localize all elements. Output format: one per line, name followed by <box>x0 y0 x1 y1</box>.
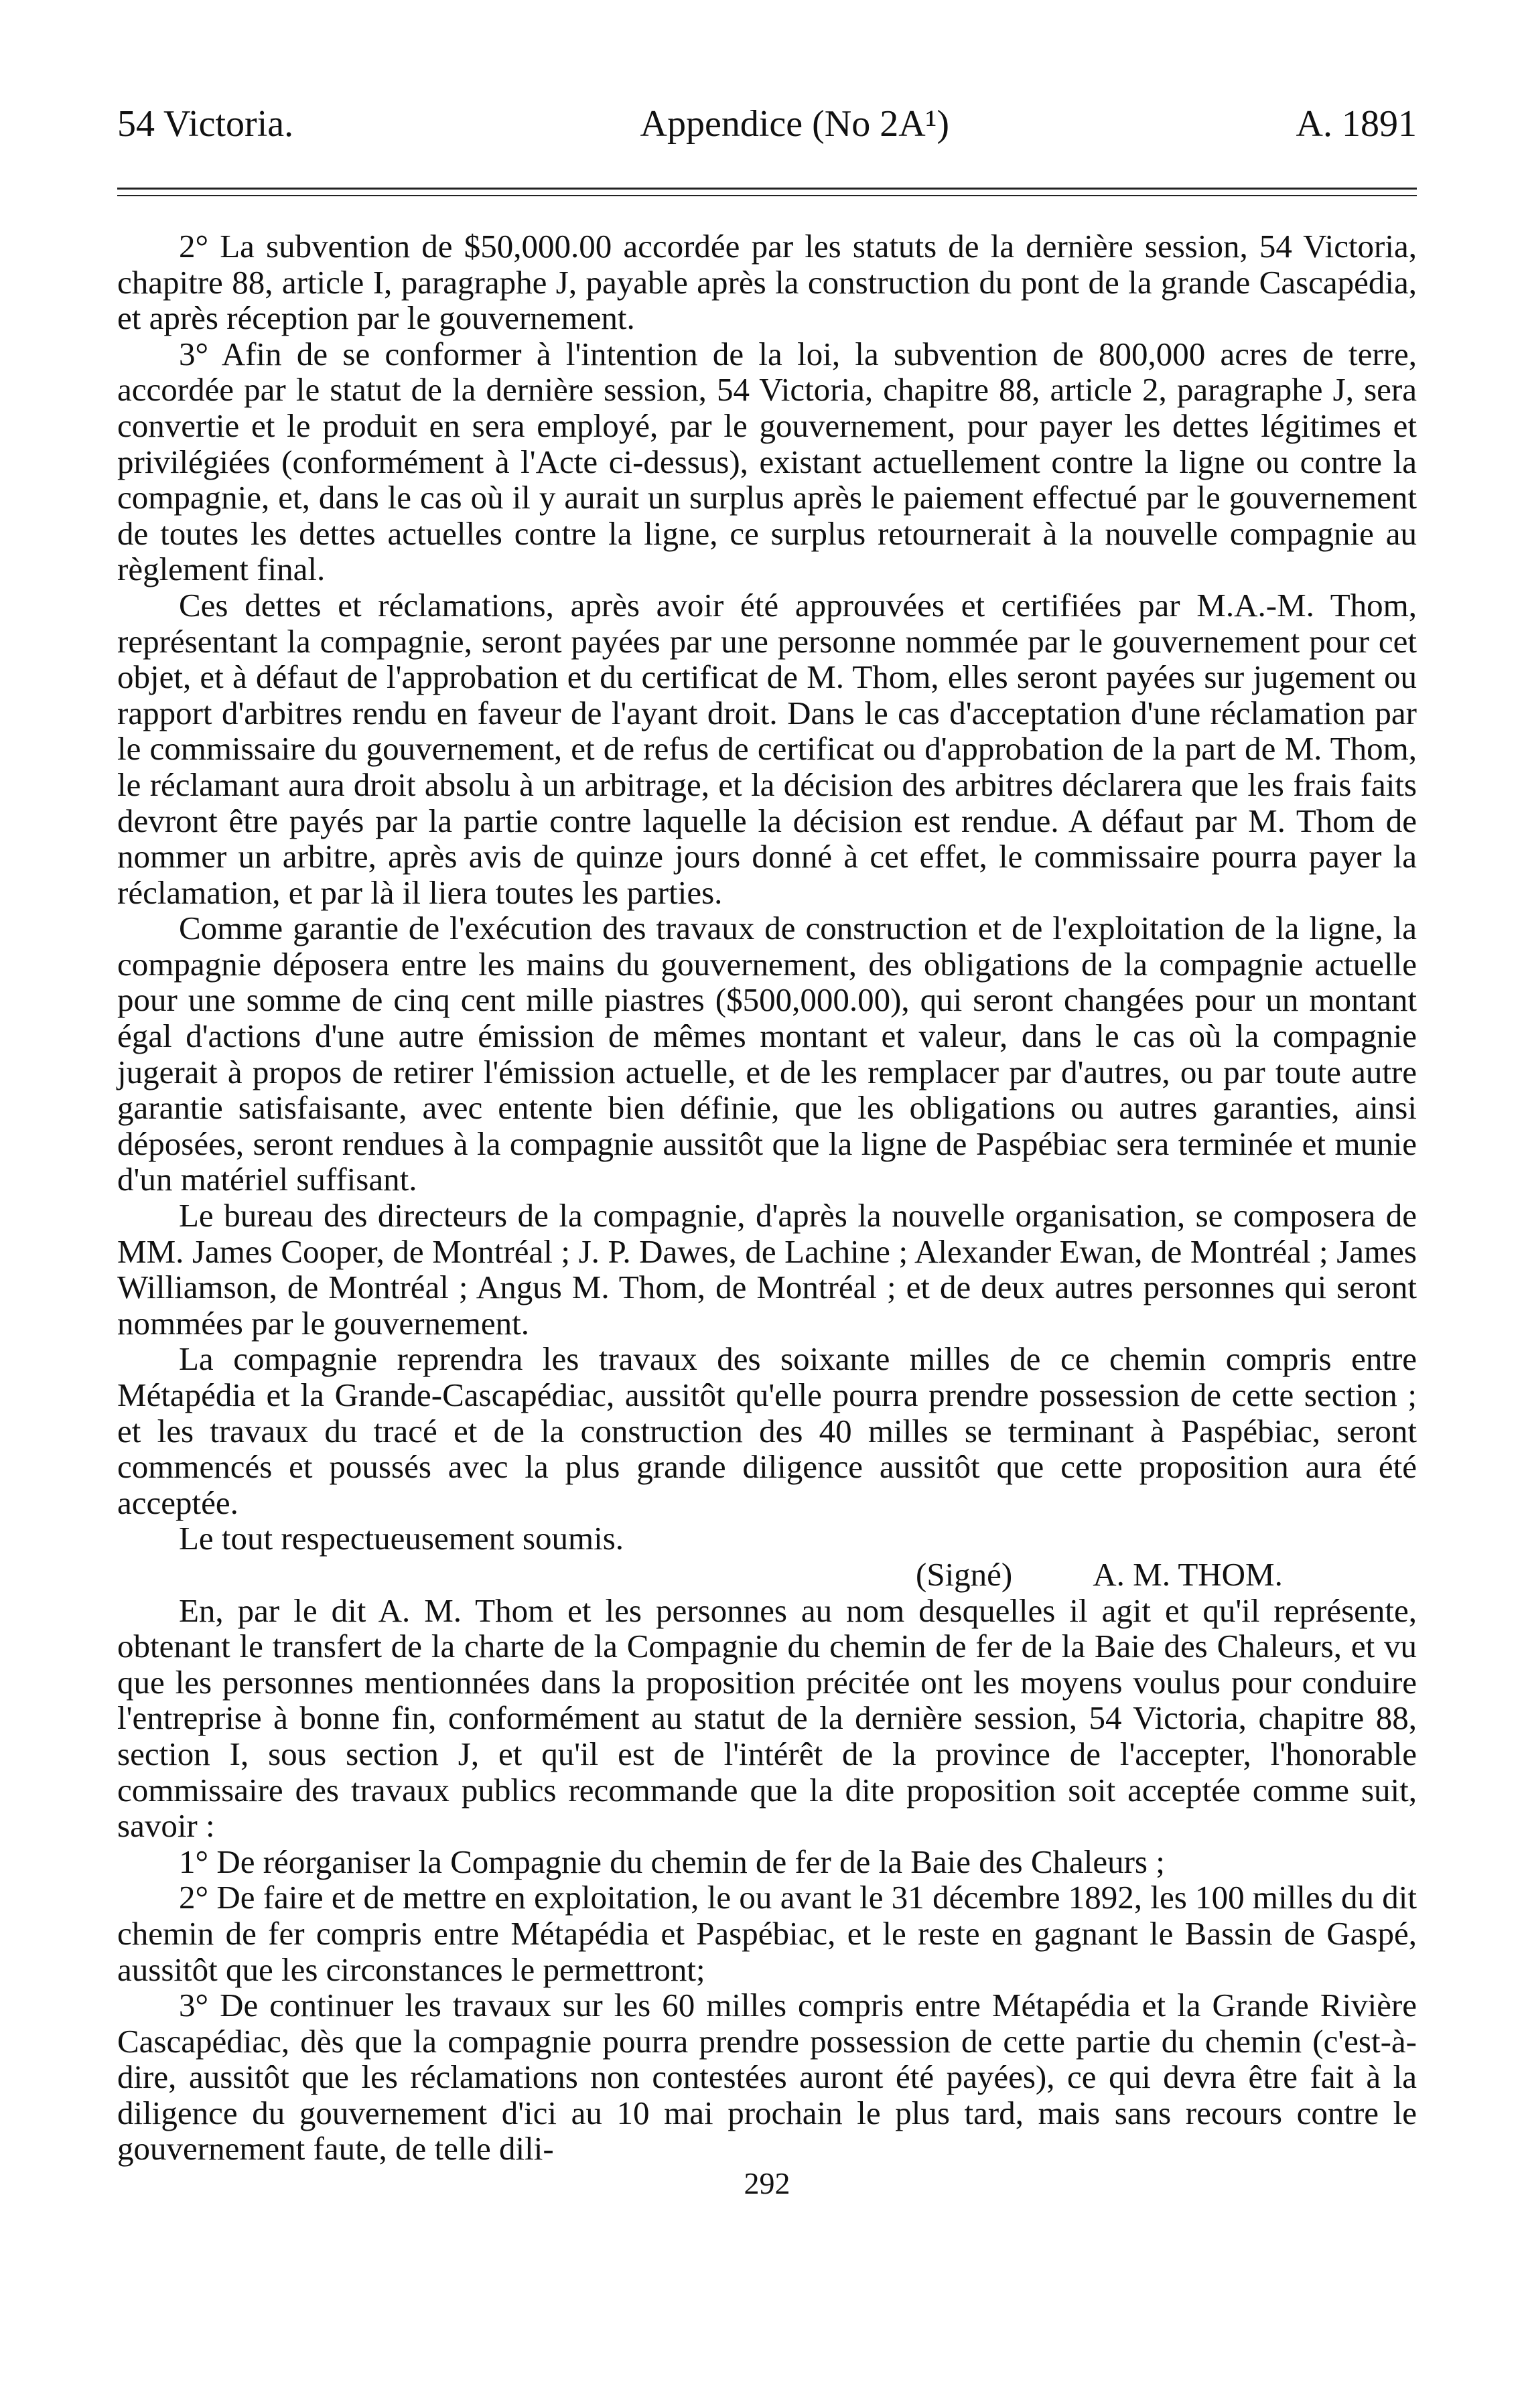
paragraph: En, par le dit A. M. Thom et les personnes au nom desquelles il agit et qu'il représente, obtenant le transfert de la charte de la Compagnie du chemin de fer de la Baie des Chaleurs, et vu que les personnes mentionnées dans la proposition précitée ont les moyens voulus pour conduire l'entreprise à bonne fin, conformément au statut de la dernière session, 54 Victoria, chapitre 88, section I, sous section J, et qu'il est de l'intérêt de la province de l'accepter, l'honorable commissaire des travaux publics recommande que la dite proposition soit acceptée comme suit, savoir : <box>117 1591 1417 1845</box>
body-text <box>117 228 1417 2167</box>
paragraph: Le tout respectueusement soumis. <box>179 1520 624 1557</box>
paragraph: Ces dettes et réclamations, après avoir été approuvées et certifiées par M.A.-M. Thom, représentant la compagnie, seront payées par une personne nommée par le gouvernement pour cet objet, et à défaut de l'approbation et du certificat de M. Thom, elles seront payées sur jugement ou rapport d'arbitres rendu en faveur de l'ayant droit. Dans le cas d'acceptation d'une réclamation par le commissaire du gouvernement, et de refus de certificat ou d'approbation de la part de M. Thom, le réclamant aura droit absolu à un arbitrage, et la décision des arbitres déclarera que les frais faits devront être payés par la partie contre laquelle la décision est rendue. A défaut par M. Thom de nommer un arbitre, après avis de quinze jours donné à cet effet, le commissaire pourra payer la réclamation, et par là il liera toutes les parties. <box>117 586 1417 911</box>
signature-name: A. M. THOM. <box>1093 1555 1283 1593</box>
page-number: 292 <box>744 2166 790 2201</box>
paragraph: 3° Afin de se conformer à l'intention de la loi, la subvention de 800,000 acres de terre, accordée par le statut de la dernière session, 54 Victoria, chapitre 88, article 2, paragraphe J, sera convertie et le produit en sera employé, par le gouvernement, pour payer les dettes légitimes et privilégiées (conformément à l'Acte ci-dessus), existant actuellement contre la ligne ou contre la compagnie, et, dans le cas où il y aurait un surplus après le paiement effectué par le gouvernement de toutes les dettes actuelles contre la ligne, ce surplus retournerait à la nouvelle compagnie au règlement final. <box>117 335 1417 588</box>
header-rule <box>117 188 1417 190</box>
header-year: A. 1891 <box>1296 103 1417 145</box>
document-page <box>117 100 1417 2200</box>
list-item: 2° De faire et de mettre en exploitation, le ou avant le 31 décembre 1892, les 100 milles du dit chemin de fer compris entre Métapédia et Paspébiac, et le reste en gagnant le Bassin de Gaspé, aussitôt que les circonstances le permettront; <box>117 1879 1417 1988</box>
header-rule-secondary <box>117 195 1417 196</box>
signature-line <box>117 1557 1417 1593</box>
header-appendix: Appendice (No 2A¹) <box>640 103 950 145</box>
paragraph: Le bureau des directeurs de la compagnie, d'après la nouvelle organisation, se composera de MM. James Cooper, de Montréal ; J. P. Dawes, de Lachine ; Alexander Ewan, de Montréal ; James Williamson, de Montréal ; Angus M. Thom, de Montréal ; et de deux autres personnes qui seront nommées par le gouvernement. <box>117 1197 1417 1342</box>
header-session: 54 Victoria. <box>117 103 294 145</box>
signature-label: (Signé) <box>916 1555 1013 1593</box>
paragraph: La compagnie reprendra les travaux des soixante milles de ce chemin compris entre Métapédia et la Grande-Cascapédiac, aussitôt qu'elle pourra prendre possession de cette section ; et les travaux du tracé et de la construction des 40 milles se terminant à Paspébiac, seront commencés et poussés avec la plus grande diligence aussitôt que cette proposition aura été acceptée. <box>117 1340 1417 1521</box>
paragraph: 2° La subvention de $50,000.00 accordée par les statuts de la dernière session, 54 Victoria, chapitre 88, article I, paragraphe J, payable après la construction du pont de la grande Cascapédia, et après réception par le gouvernement. <box>117 228 1417 337</box>
paragraph: Comme garantie de l'exécution des travaux de construction et de l'exploitation de la ligne, la compagnie déposera entre les mains du gouvernement, des obligations de la compagnie actuelle pour une somme de cinq cent mille piastres ($500,000.00), qui seront changées pour un montant égal d'actions d'une autre émission de mêmes montant et valeur, dans le cas où la compagnie jugerait à propos de retirer l'émission actuelle, et de les remplacer par d'autres, ou par toute autre garantie satisfaisante, avec entente bien définie, que les obligations ou autres garanties, ainsi déposées, seront rendues à la compagnie aussitôt que la ligne de Paspébiac sera terminée et munie d'un matériel suffisant. <box>117 910 1417 1198</box>
list-item: 3° De continuer les travaux sur les 60 milles compris entre Métapédia et la Grande Rivière Cascapédiac, dès que la compagnie pourra prendre possession de cette partie du chemin (c'est-à-dire, aussitôt que les réclamations non contestées auront été payées), ce qui devra être fait à la diligence du gouvernement d'ici au 10 mai prochain le plus tard, mais sans recours contre le gouvernement faute, de telle dili- <box>117 1987 1417 2168</box>
running-header <box>117 100 1417 154</box>
list-item: 1° De réorganiser la Compagnie du chemin de fer de la Baie des Chaleurs ; <box>179 1843 1165 1880</box>
